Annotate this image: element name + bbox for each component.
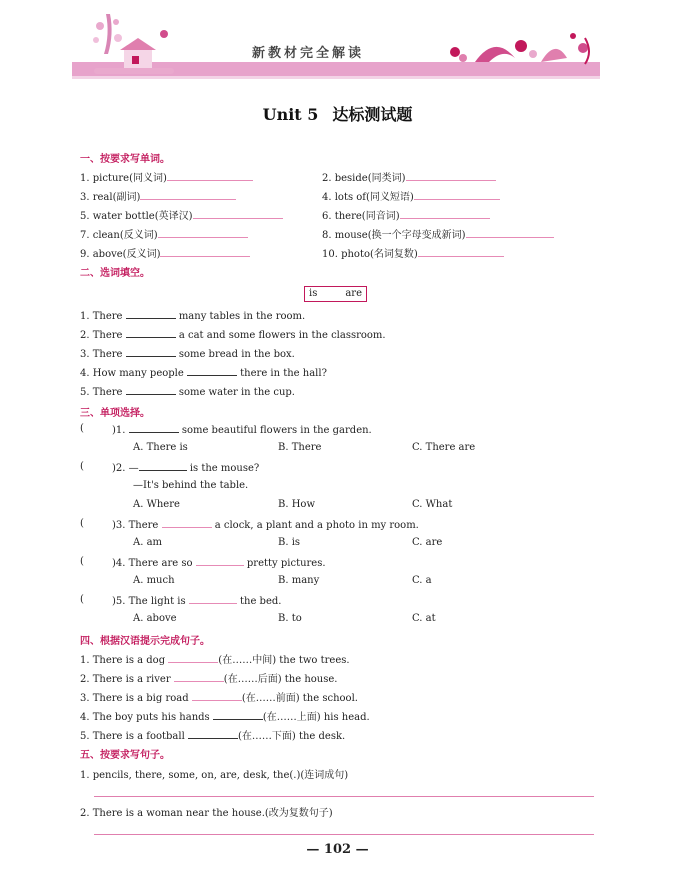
sentence-item: 4. The boy puts his hands (在……上面) his head. xyxy=(80,712,370,723)
word-item: 6. there(同音词) xyxy=(322,207,490,222)
word-item: 2. beside(同类词) xyxy=(322,169,496,184)
sentence-item: 3. There is a big road (在……前面) the school. xyxy=(80,693,358,704)
answer-line xyxy=(94,796,594,797)
answer-paren-open: ( xyxy=(80,518,84,529)
option-a: A. am xyxy=(133,537,163,548)
sentence-item: 5. There is a football (在……下面) the desk. xyxy=(80,731,346,742)
question-text: )5. The light is the bed. xyxy=(112,596,282,607)
word-box-item: are xyxy=(345,288,363,299)
option-c: C. are xyxy=(412,537,443,548)
option-b: B. is xyxy=(278,537,301,548)
section-4-title: 四、根据汉语提示完成句子。 xyxy=(80,636,210,647)
word-item: 3. real(副词) xyxy=(80,188,236,203)
word-item: 10. photo(名词复数) xyxy=(322,245,504,260)
house-tree-decoration-icon xyxy=(86,14,176,76)
option-c: C. There are xyxy=(412,442,476,453)
sentence-item: 2. There is a river (在……后面) the house. xyxy=(80,674,338,685)
page-number: — 102 — xyxy=(306,842,369,857)
word-item: 5. water bottle(英译汉) xyxy=(80,207,283,222)
section-3-title: 三、单项选择。 xyxy=(80,408,150,419)
option-b: B. How xyxy=(278,499,316,510)
unit-label: Unit 5 xyxy=(262,105,319,124)
fill-item: 2. There a cat and some flowers in the classroom. xyxy=(80,330,386,341)
option-b: B. many xyxy=(278,575,320,586)
answer-paren-open: ( xyxy=(80,461,84,472)
answer-paren-open: ( xyxy=(80,594,84,605)
option-b: B. There xyxy=(278,442,322,453)
fill-item: 3. There some bread in the box. xyxy=(80,349,295,360)
section-1-title: 一、按要求写单词。 xyxy=(80,154,170,165)
answer-paren-open: ( xyxy=(80,423,84,434)
fill-item: 4. How many people there in the hall? xyxy=(80,368,327,379)
word-item: 8. mouse(换一个字母变成新词) xyxy=(322,226,554,241)
answer-line xyxy=(94,834,594,835)
question-text: )2. — is the mouse? xyxy=(112,463,260,474)
word-item: 4. lots of(同义短语) xyxy=(322,188,500,203)
option-a: A. much xyxy=(133,575,175,586)
question-text: )3. There a clock, a plant and a photo in my room. xyxy=(112,520,419,531)
option-a: A. above xyxy=(133,613,177,624)
answer-paren-open: ( xyxy=(80,556,84,567)
floral-decoration-icon xyxy=(445,28,595,68)
option-a: A. There is xyxy=(133,442,188,453)
word-item: 9. above(反义词) xyxy=(80,245,250,260)
question-text: )1. some beautiful flowers in the garden. xyxy=(112,425,372,436)
fill-item: 1. There many tables in the room. xyxy=(80,311,306,322)
test-name: 达标测试题 xyxy=(332,105,413,124)
option-b: B. to xyxy=(278,613,302,624)
sentence-item: 1. There is a dog (在……中间) the two trees. xyxy=(80,655,350,666)
section-2-title: 二、选词填空。 xyxy=(80,268,150,279)
header-title: 新教材完全解读 xyxy=(252,46,365,61)
option-c: C. at xyxy=(412,613,436,624)
option-a: A. Where xyxy=(133,499,180,510)
section-5-title: 五、按要求写句子。 xyxy=(80,750,170,761)
page-title xyxy=(0,102,675,125)
word-box-item: is xyxy=(309,288,318,299)
question-line2: —It's behind the table. xyxy=(133,480,249,491)
word-box xyxy=(304,286,367,302)
option-c: C. What xyxy=(412,499,453,510)
rewrite-item: 1. pencils, there, some, on, are, desk, the(.)(连词成句) xyxy=(80,770,349,781)
question-text: )4. There are so pretty pictures. xyxy=(112,558,326,569)
fill-item: 5. There some water in the cup. xyxy=(80,387,295,398)
rewrite-item: 2. There is a woman near the house.(改为复数句子) xyxy=(80,808,333,819)
word-item: 7. clean(反义词) xyxy=(80,226,248,241)
header-band-light xyxy=(72,76,600,79)
option-c: C. a xyxy=(412,575,432,586)
word-item: 1. picture(同义词) xyxy=(80,169,253,184)
